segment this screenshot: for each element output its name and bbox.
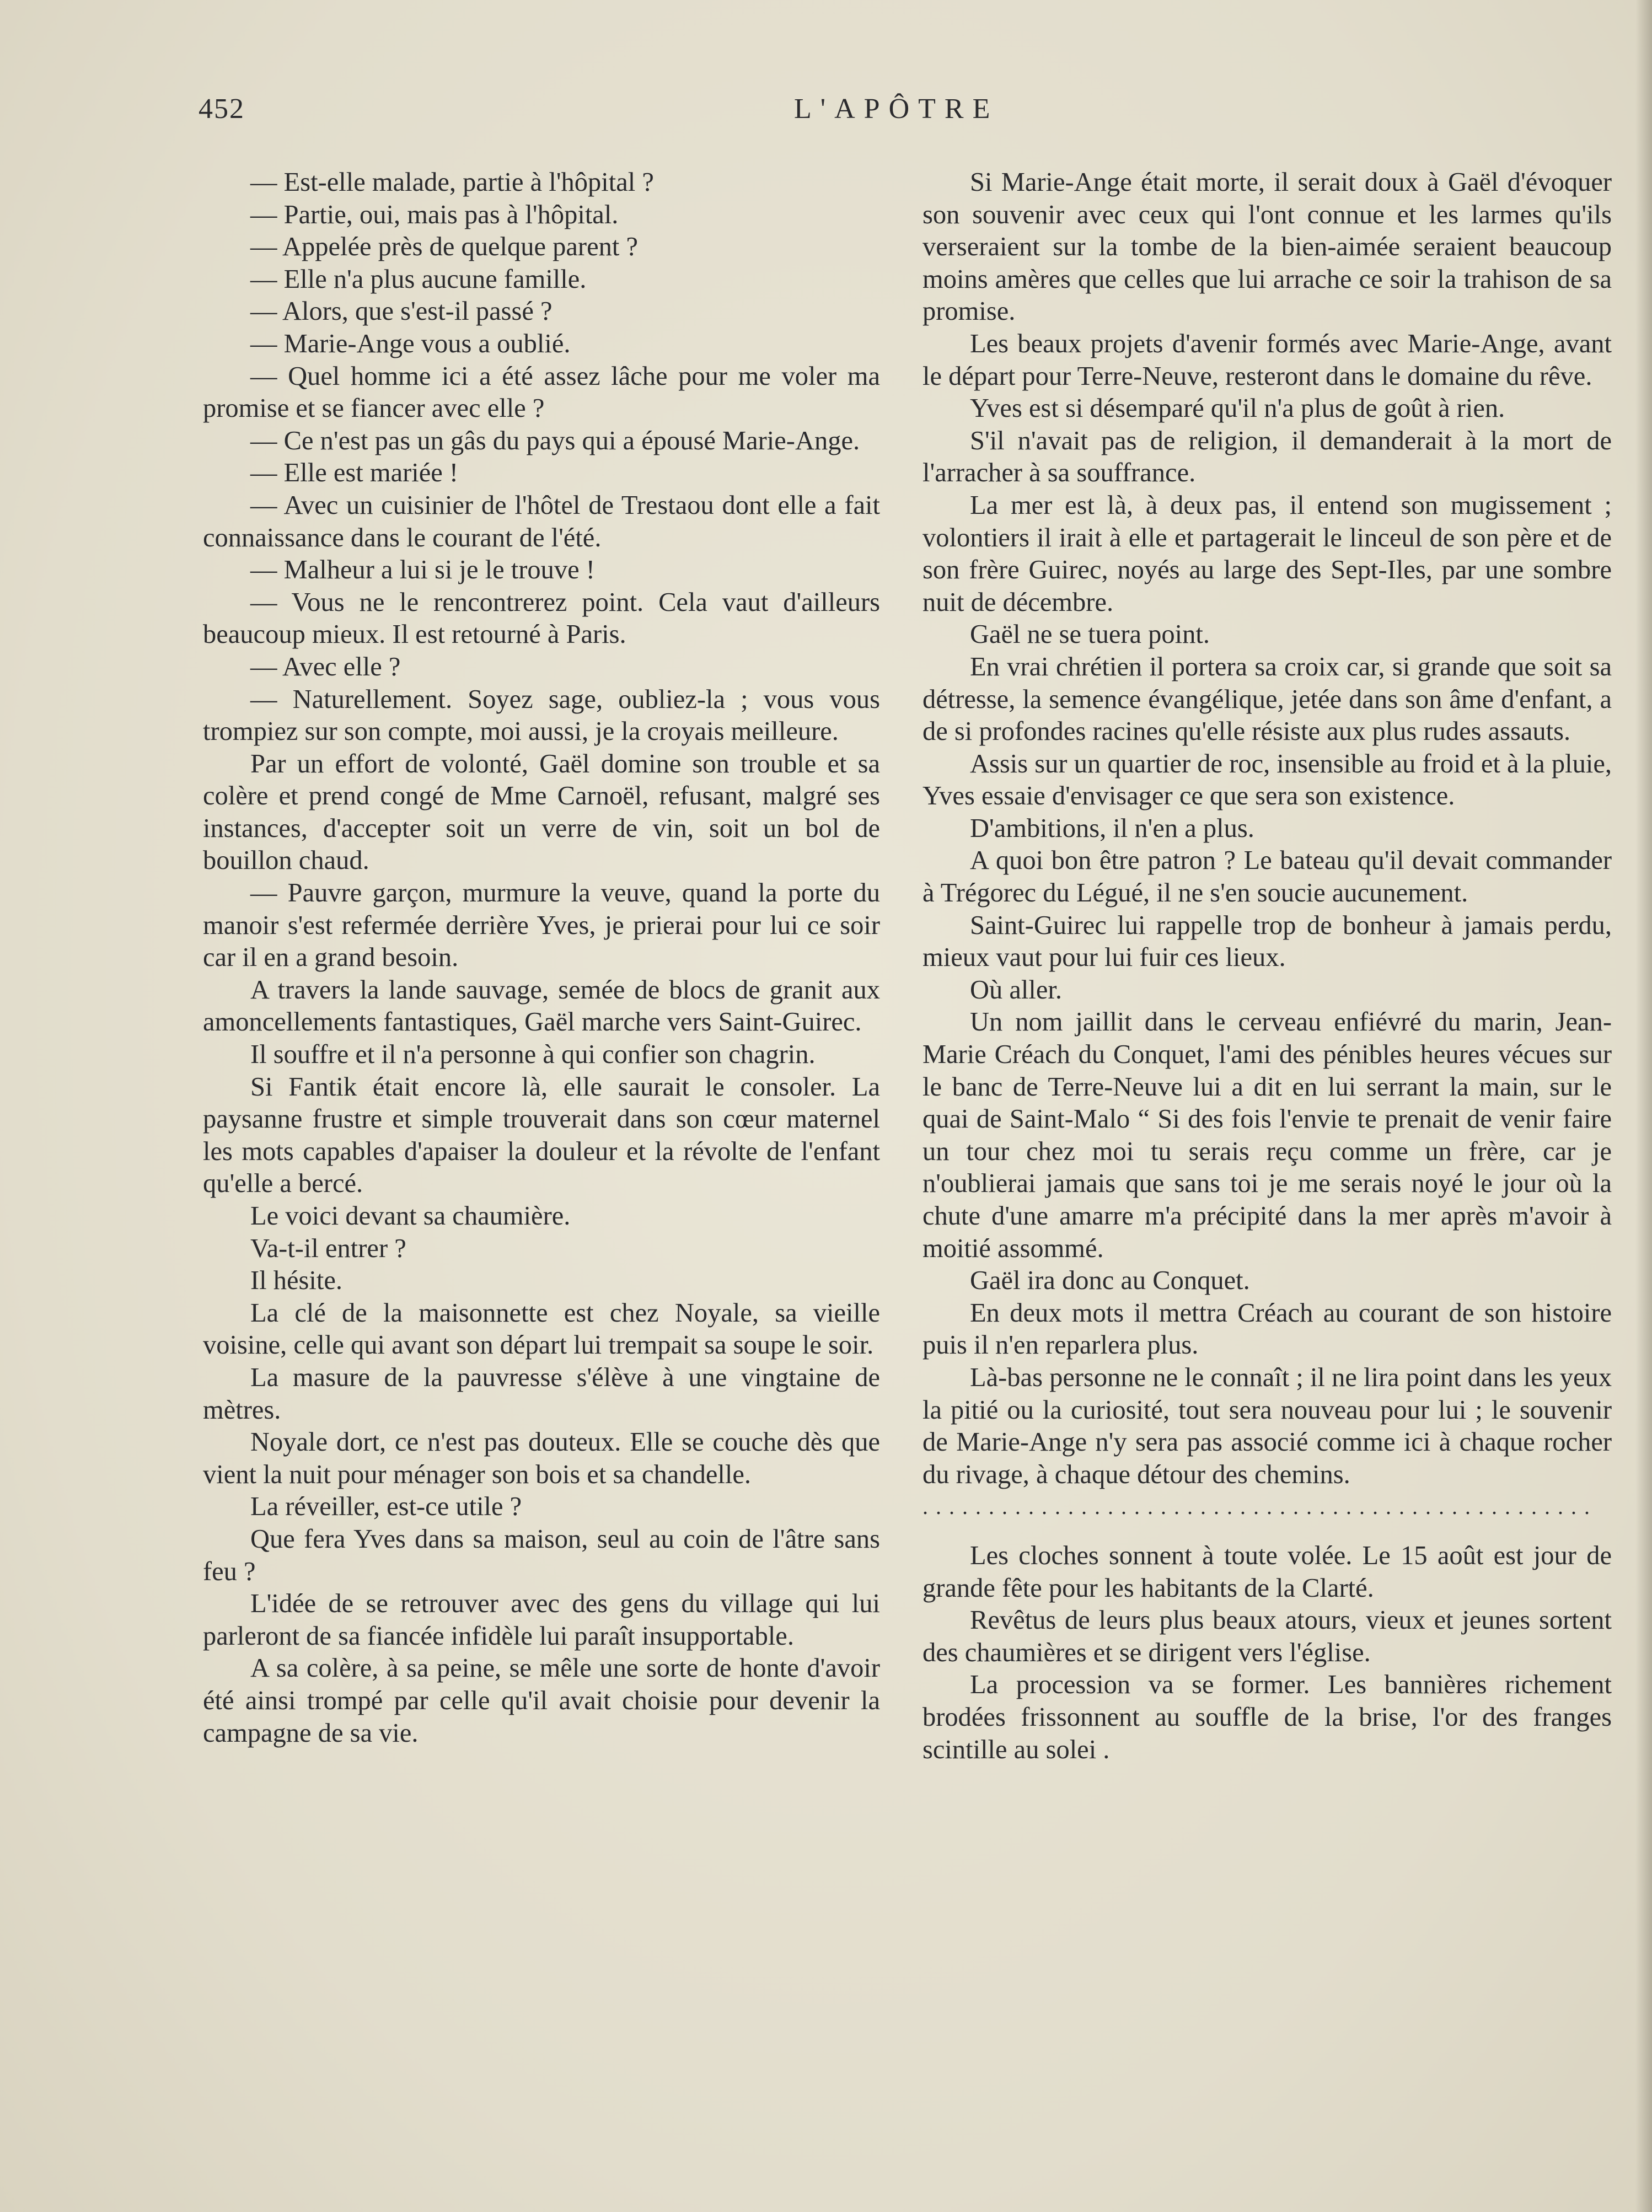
paragraph: Saint-Guirec lui rappelle trop de bonheur à jamais perdu, mieux vaut pour lui fuir ces lieux. (922, 910, 1612, 973)
paragraph: A quoi bon être patron ? Le bateau qu'il devait commander à Trégorec du Légué, il ne s'en soucie aucunement. (922, 846, 1612, 908)
paragraph: — Avec elle ? (250, 652, 401, 681)
paragraph: Gaël ira donc au Conquet. (970, 1266, 1250, 1296)
paragraph: — Malheur a lui si je le trouve ! (250, 555, 595, 585)
paragraph: Si Fantik était encore là, elle saurait le consoler. La paysanne frustre et simple trouverait dans son cœur maternel les mots capables d'apaiser la douleur et la révolte de l'enfant qu'elle a bercé. (203, 1072, 880, 1199)
paragraph: L'idée de se retrouver avec des gens du village qui lui parleront de sa fiancée infidèle lui paraît insupportable. (203, 1589, 880, 1651)
paragraph: Il hésite. (250, 1266, 343, 1296)
paragraph: D'ambitions, il n'en a plus. (970, 813, 1254, 843)
paragraph: Yves est si désemparé qu'il n'a plus de goût à rien. (970, 394, 1505, 423)
paragraph: Noyale dort, ce n'est pas douteux. Elle se couche dès que vient la nuit pour ménager son bois et sa chandelle. (203, 1427, 880, 1489)
paragraph: — Alors, que s'est-il passé ? (250, 297, 553, 326)
paragraph: A travers la lande sauvage, semée de blocs de granit aux amoncellements fantastiques, Gaël marche vers Saint-Guirec. (203, 975, 880, 1037)
paragraph: La procession va se former. Les bannières richement brodées frissonnent au souffle de la brise, l'or des franges scintille au solei . (922, 1670, 1612, 1764)
paragraph: — Avec un cuisinier de l'hôtel de Trestaou dont elle a fait connaissance dans le courant de l'été. (203, 490, 880, 552)
paragraph: S'il n'avait pas de religion, il demanderait à la mort de l'arracher à sa souffrance. (922, 426, 1612, 488)
paragraph: — Naturellement. Soyez sage, oubliez-la ; vous vous trompiez sur son compte, moi aussi, je la croyais meilleure. (203, 684, 880, 747)
paragraph: En deux mots il mettra Créach au courant de son histoire puis il n'en reparlera plus. (922, 1298, 1612, 1360)
paragraph: Où aller. (970, 975, 1063, 1005)
page-edge-shadow (1635, 0, 1652, 2212)
paragraph: La clé de la maisonnette est chez Noyale, sa vieille voisine, celle qui avant son départ lui trempait sa soupe le soir. (203, 1298, 880, 1360)
paragraph: La mer est là, à deux pas, il entend son mugissement ; volontiers il irait à elle et partagerait le linceul de son père et de son frère Guirec, noyés au large des Sept-Iles, par une sombre nuit de décembre. (922, 490, 1612, 617)
paragraph: Revêtus de leurs plus beaux atours, vieux et jeunes sortent des chaumières et se dirigent vers l'église. (922, 1606, 1612, 1667)
paragraph: — Elle est mariée ! (250, 458, 459, 488)
paragraph: A sa colère, à sa peine, se mêle une sorte de honte d'avoir été ainsi trompé par celle qu'il avait choisie pour devenir la campagne de sa vie. (203, 1653, 880, 1748)
right-column-bottom (922, 1540, 1612, 1766)
paragraph: Que fera Yves dans sa maison, seul au coin de l'âtre sans feu ? (203, 1524, 880, 1586)
paragraph: — Elle n'a plus aucune famille. (250, 264, 587, 294)
paragraph: — Est-elle malade, partie à l'hôpital ? (250, 168, 654, 197)
paragraph: Assis sur un quartier de roc, insensible au froid et à la pluie, Yves essaie d'envisager ce que sera son existence. (922, 749, 1612, 811)
page-number: 452 (199, 93, 245, 125)
paragraph: — Quel homme ici a été assez lâche pour me voler ma promise et se fiancer avec elle ? (203, 361, 880, 423)
paragraph: Gaël ne se tuera point. (970, 620, 1210, 649)
paragraph: La réveiller, est-ce utile ? (250, 1492, 522, 1522)
paragraph: — Ce n'est pas un gâs du pays qui a épousé Marie-Ange. (250, 426, 860, 455)
paragraph: Les beaux projets d'avenir formés avec Marie-Ange, avant le départ pour Terre-Neuve, resteront dans le domaine du rêve. (922, 329, 1612, 391)
paragraph: Les cloches sonnent à toute volée. Le 15 août est jour de grande fête pour les habitants de la Clarté. (922, 1540, 1612, 1603)
paragraph: Un nom jaillit dans le cerveau enfiévré du marin, Jean-Marie Créach du Conquet, l'ami des pénibles heures vécues sur le banc de Terre-Neuve lui a dit en lui serrant la main, sur le quai de Saint-Malo “ Si des fois l'envie te prenait de venir faire un tour chez moi tu serais reçu comme un frère, car je n'oublierai jamais que sans toi je me serais noyé le jour où la chute d'une amarre m'a précipité dans la mer après m'avoir à moitié assommé. (922, 1007, 1612, 1263)
page-header (199, 93, 1632, 137)
paragraph: Là-bas personne ne le connaît ; il ne lira point dans les yeux la pitié ou la curiosité, tout sera nouveau pour lui ; le souvenir de Marie-Ange n'y sera pas associé comme ici à chaque rocher du rivage, à chaque détour des chemins. (922, 1362, 1612, 1489)
paragraph: Par un effort de volonté, Gaël domine son trouble et sa colère et prend congé de Mme Carnoël, refusant, malgré ses instances, d'accepter soit un verre de vin, soit un bol de bouillon chaud. (203, 749, 880, 876)
paragraph: — Appelée près de quelque parent ? (250, 232, 638, 262)
section-separator: ................................................... (922, 1494, 1597, 1520)
paragraph: Va-t-il entrer ? (250, 1233, 406, 1263)
paragraph: — Marie-Ange vous a oublié. (250, 329, 571, 358)
paragraph: Si Marie-Ange était morte, il serait doux à Gaël d'évoquer son souvenir avec ceux qui l'ont connue et les larmes qu'ils verseraient sur la tombe de la bien-aimée seraient beaucoup moins amères que celles que lui arrache ce soir la trahison de sa promise. (922, 168, 1612, 326)
left-column (203, 167, 880, 1749)
paragraph: — Pauvre garçon, murmure la veuve, quand la porte du manoir s'est refermée derrière Yves, je prierai pour lui ce soir car il en a grand besoin. (203, 878, 880, 973)
paragraph: La masure de la pauvresse s'élève à une vingtaine de mètres. (203, 1362, 880, 1425)
section-gap (922, 1523, 1612, 1540)
right-column (922, 167, 1612, 1766)
paragraph: En vrai chrétien il portera sa croix car, si grande que soit sa détresse, la semence évangélique, jetée dans son âme d'enfant, a de si profondes racines qu'elle résiste aux plus rudes assauts. (922, 652, 1612, 747)
paragraph: Il souffre et il n'a personne à qui confier son chagrin. (250, 1040, 816, 1070)
running-title: L'APÔTRE (794, 93, 999, 125)
right-column-top (922, 167, 1612, 1491)
paragraph: Le voici devant sa chaumière. (250, 1201, 571, 1231)
paragraph: — Partie, oui, mais pas à l'hôpital. (250, 200, 619, 229)
paragraph: — Vous ne le rencontrerez point. Cela vaut d'ailleurs beaucoup mieux. Il est retourné à Paris. (203, 587, 880, 649)
